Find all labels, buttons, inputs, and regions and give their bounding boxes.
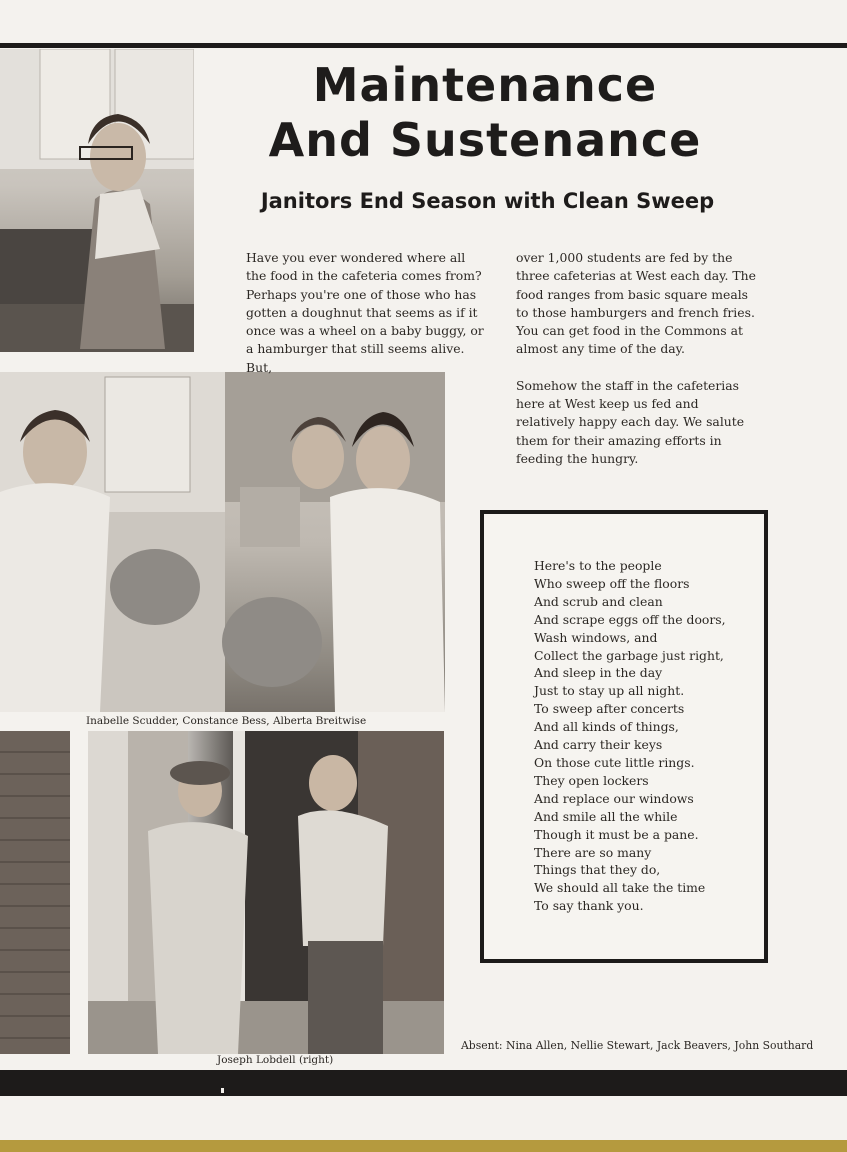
poem-line: And scrape eggs off the doors, <box>534 611 726 627</box>
poem-line: We should all take the time <box>534 880 706 896</box>
page-title <box>200 58 770 168</box>
caption-absent: Absent: Nina Allen, Nellie Stewart, Jack Beavers, John Southard <box>461 1039 814 1052</box>
title-line-2: And Sustenance <box>268 113 702 167</box>
poem-line: And replace our windows <box>534 790 694 806</box>
poem-line: Wash windows, and <box>534 629 658 645</box>
poem <box>534 557 764 915</box>
poem-line: On those cute little rings. <box>534 754 695 770</box>
poem-line: To say thank you. <box>534 898 644 914</box>
cafeteria-staff-mixer-photo <box>0 372 445 712</box>
top-rule <box>0 43 847 48</box>
photo-illustration <box>88 731 444 1054</box>
poem-line: And sleep in the day <box>534 665 663 681</box>
poem-box <box>480 510 768 963</box>
article-paragraph: Somehow the staff in the cafeterias here at West keep us fed and relatively happy each day. We salute them for their amazing efforts in feeding the hungry. <box>516 377 745 466</box>
photo-illustration <box>0 49 194 352</box>
poem-line: Just to stay up all night. <box>534 683 685 699</box>
page-edge <box>0 1140 847 1152</box>
poem-line: Who sweep off the floors <box>534 575 690 591</box>
poem-line: And scrub and clean <box>534 593 663 609</box>
poem-line: And carry their keys <box>534 737 663 753</box>
poem-line: And smile all the while <box>534 808 678 824</box>
two-janitors-doorway-photo <box>88 731 444 1054</box>
article-paragraph: over 1,000 students are fed by the three cafeterias at West each day. The food ranges from basic square meals to those hamburgers and french fries. You can get food in the Commons at almost any time of the day. <box>516 250 756 357</box>
article-column-1 <box>246 249 488 395</box>
article-paragraph: Have you ever wondered where all the food in the cafeteria comes from? Perhaps you're one of those who has gotten a doughnut that seems as if it once was a wheel on a baby buggy, or a hamburger that still seems alive. But, <box>246 250 484 375</box>
page-subtitle: Janitors End Season with Clean Sweep <box>260 189 715 213</box>
poem-line: Things that they do, <box>534 862 661 878</box>
woman-kitchen-photo <box>0 49 194 352</box>
article-column-2 <box>516 249 756 486</box>
print-mark <box>221 1088 224 1093</box>
title-line-1: Maintenance <box>312 58 658 112</box>
poem-line: To sweep after concerts <box>534 701 685 717</box>
brick-wall-photo <box>0 731 70 1054</box>
poem-line: And all kinds of things, <box>534 719 679 735</box>
photo-illustration <box>0 372 445 712</box>
bottom-rule <box>0 1070 847 1096</box>
poem-line: Collect the garbage just right, <box>534 647 724 663</box>
caption-janitors: Joseph Lobdell (right) <box>217 1054 334 1066</box>
poem-line: There are so many <box>534 844 652 860</box>
caption-cafeteria-staff: Inabelle Scudder, Constance Bess, Alberta Breitwise <box>86 715 367 727</box>
poem-line: Here's to the people <box>534 558 662 573</box>
poem-line: They open lockers <box>534 772 649 788</box>
poem-line: Though it must be a pane. <box>534 826 699 842</box>
